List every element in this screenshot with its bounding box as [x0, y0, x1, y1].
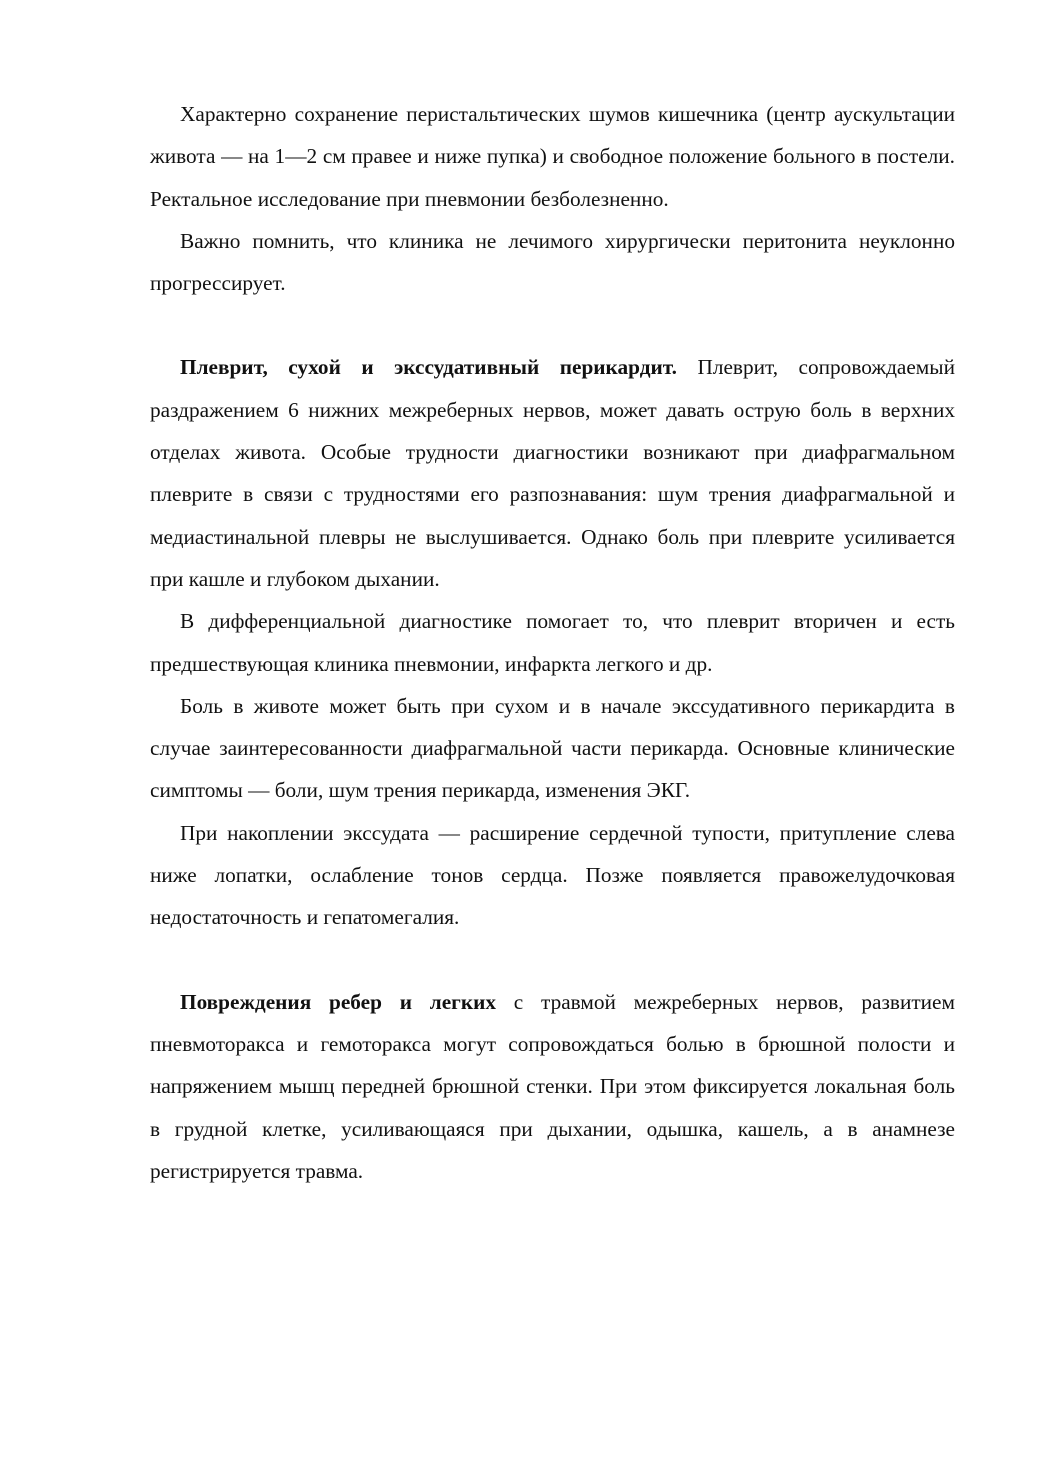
paragraph-rib-injury — [150, 981, 955, 1192]
paragraph-exudate — [150, 812, 955, 939]
paragraph-text: В дифференциальной диагностике помогает то, что плеврит вторичен и есть предшествующая клиника пневмонии, инфаркта легкого и др. — [150, 609, 955, 676]
paragraph-peristalsis — [150, 93, 955, 220]
paragraph-text: Характерно сохранение перистальтических шумов кишечника (центр аускультации живота — на 1—2 см правее и ниже пупка) и свободное положение больного в постели. Ректальное исследование при пневмонии безболезненно. — [150, 102, 955, 211]
document-page — [150, 93, 955, 1192]
paragraph-text: При накоплении экссудата — расширение сердечной тупости, притупление слева ниже лопатки, ослабление тонов сердца. Позже появляется правожелудочковая недостаточность и гепатомегалия. — [150, 820, 955, 930]
paragraph-differential — [150, 600, 955, 685]
paragraph-pleurisy — [150, 346, 955, 600]
section-heading-rib-injury: Повреждения ребер и легких — [180, 989, 497, 1014]
paragraph-peritonitis — [150, 220, 955, 305]
section-heading-pleurisy: Плеврит, сухой и экссудативный перикардит. — [180, 355, 677, 380]
section-gap — [150, 304, 955, 346]
paragraph-text: с травмой межреберных нервов, развитием пневмоторакса и гемоторакса могут сопровождаться болью в брюшной полости и напряжением мышц передней брюшной стенки. При этом фиксируется локальная боль в грудной клетке, усиливающаяся при дыхании, одышка, кашель, а в анамнезе регистрируется травма. — [150, 989, 955, 1183]
paragraph-pericarditis-pain — [150, 685, 955, 812]
section-gap — [150, 939, 955, 981]
paragraph-text: Плеврит, сопровождаемый раздражением 6 нижних межреберных нервов, может давать острую боль в верхних отделах живота. Особые трудности диагностики возникают при диафрагмальном плеврите в связи с трудностями его разпознавания: шум трения диафрагмальной и медиастинальной плевры не выслушивается. Однако боль при плеврите усиливается при кашле и глубоком дыхании. — [150, 355, 955, 591]
paragraph-text: Боль в животе может быть при сухом и в начале экссудативного перикардита в случае заинтересованности диафрагмальной части перикарда. Основные клинические симптомы — боли, шум трения перикарда, изменения ЭКГ. — [150, 693, 955, 803]
paragraph-text: Важно помнить, что клиника не лечимого хирургически перитонита неуклонно прогрессирует. — [150, 228, 955, 296]
